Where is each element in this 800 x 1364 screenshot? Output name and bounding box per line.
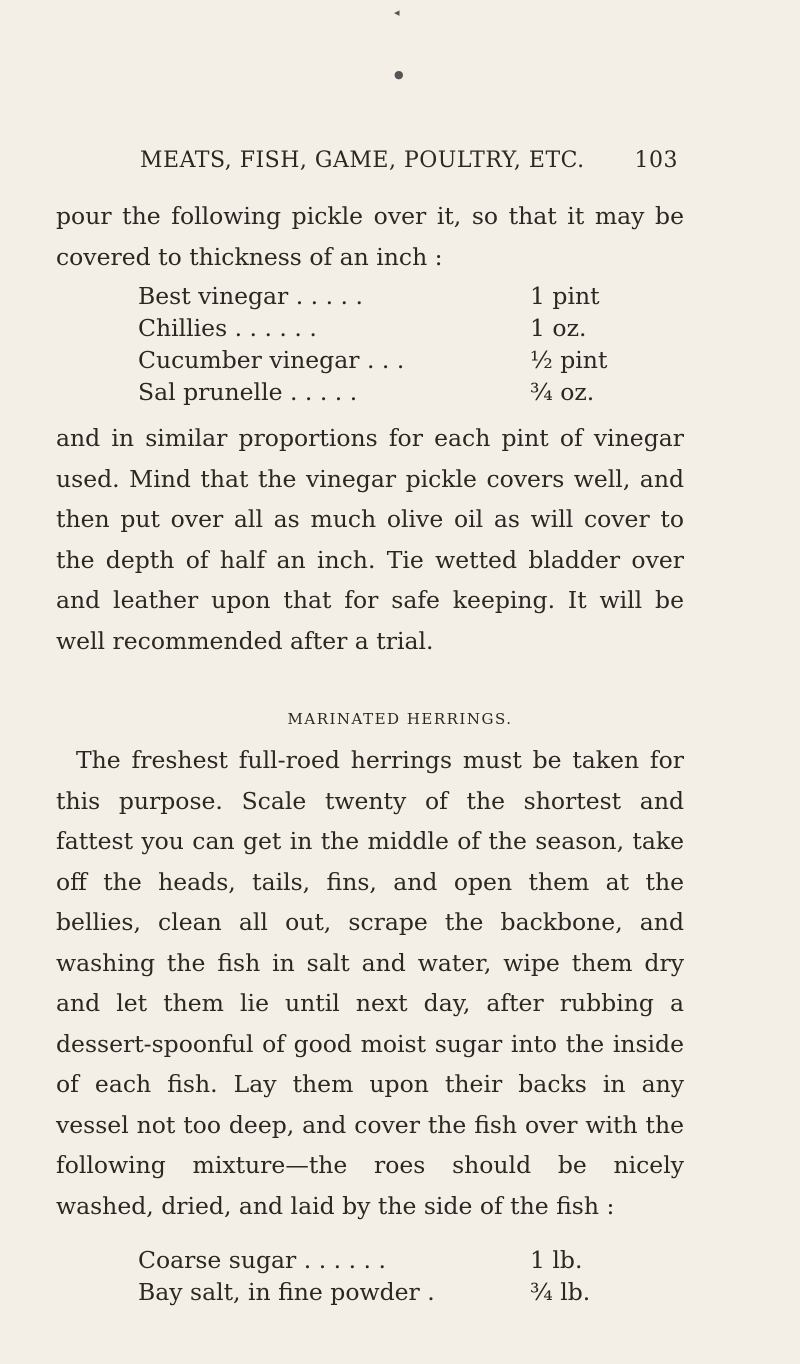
printer-mark: ◂ <box>394 6 400 19</box>
running-head-title: MEATS, FISH, GAME, POULTRY, ETC. <box>140 148 585 173</box>
ingredient-quantity: 1 lb. <box>530 1246 583 1274</box>
ingredient-list-marinade <box>138 1246 698 1310</box>
ingredient-quantity: ½ pint <box>530 346 608 374</box>
ingredient-name: Coarse sugar . . . . . . <box>138 1246 386 1274</box>
paragraph-3-block <box>56 740 684 1226</box>
printer-mark: ● <box>394 68 404 81</box>
ingredient-quantity: ¾ oz. <box>530 378 595 406</box>
ingredient-name: Cucumber vinegar . . . <box>138 346 405 374</box>
intro-paragraph: pour the following pickle over it, so that it may be covered to thickness of an inch : <box>56 202 684 271</box>
section-heading: MARINATED HERRINGS. <box>287 710 513 728</box>
body-paragraph: and in similar proportions for each pint of vinegar used. Mind that the vinegar pickle covers well, and then put over all as much olive oil as will cover to the depth of half an inch. Tie wetted bladder over and leather upon that for safe keeping. It will be well recommended after a trial. <box>56 424 684 655</box>
paragraph-2-block <box>56 418 684 661</box>
ingredient-quantity: ¾ lb. <box>530 1278 591 1306</box>
ingredient-name: Bay salt, in fine powder . <box>138 1278 435 1306</box>
ingredient-row <box>138 1278 698 1310</box>
ingredient-name: Chillies . . . . . . <box>138 314 317 342</box>
running-head <box>140 148 678 173</box>
ingredient-row <box>138 282 698 314</box>
ingredient-row <box>138 378 698 410</box>
body-paragraph: The freshest full-roed herrings must be taken for this purpose. Scale twenty of the shortest and fattest you can get in the middle of the season, take off the heads, tails, fins, and open them at the bellies, clean all out, scrape the backbone, and washing the fish in salt and water, wipe them dry and let them lie until next day, after rubbing a dessert-spoonful of good moist sugar into the inside of each fish. Lay them upon their backs in any vessel not too deep, and cover the fish over with the following mixture—the roes should be nicely washed, dried, and laid by the side of the fish : <box>56 746 684 1220</box>
ingredient-row <box>138 346 698 378</box>
intro-paragraph-block <box>56 196 684 277</box>
ingredient-name: Best vinegar . . . . . <box>138 282 363 310</box>
page-number: 103 <box>634 148 678 173</box>
ingredient-row <box>138 314 698 346</box>
ingredient-name: Sal prunelle . . . . . <box>138 378 358 406</box>
ingredient-quantity: 1 oz. <box>530 314 587 342</box>
ingredient-list-pickle <box>138 282 698 410</box>
ingredient-quantity: 1 pint <box>530 282 600 310</box>
ingredient-row <box>138 1246 698 1278</box>
